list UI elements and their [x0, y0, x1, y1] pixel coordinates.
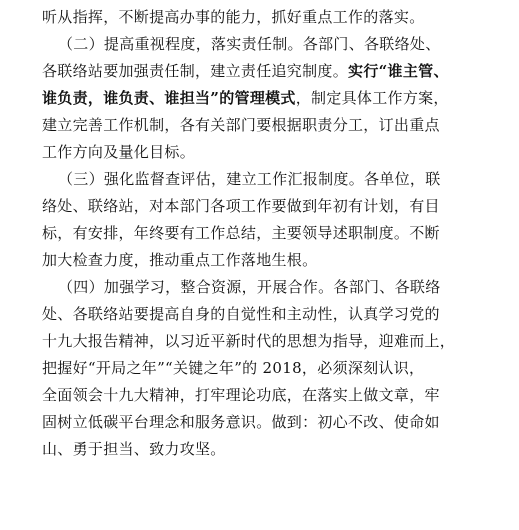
- text-line-3: [42, 58, 449, 84]
- line-tail-text: ，制定具体工作方案，: [295, 89, 449, 107]
- text-line-15: [42, 382, 440, 408]
- text-line-9: [42, 220, 440, 246]
- line-text: （三）强化监督查评估，建立工作汇报制度。各单位，联: [58, 170, 441, 188]
- text-line-5: [42, 112, 440, 138]
- line-text: 把握好“开局之年”“关键之年”的 2018，必须深刻认识，: [42, 359, 425, 377]
- text-line-12: [42, 301, 440, 327]
- line-text: 听从指挥，不断提高办事的能力，抓好重点工作的落实。: [42, 8, 425, 26]
- line-bold-text: 谁负责，谁负责、谁担当”的管理模式: [42, 89, 296, 107]
- text-line-11: [58, 274, 441, 300]
- text-line-16: [42, 409, 440, 435]
- line-text: 建立完善工作机制，各有关部门要根据职责分工，订出重点: [42, 116, 440, 134]
- text-line-14: [42, 355, 424, 381]
- text-line-6: [42, 139, 195, 165]
- line-text: （二）提高重视程度，落实责任制。各部门、各联络处、: [58, 35, 441, 53]
- text-line-7: [58, 166, 441, 192]
- text-line-1: [42, 4, 425, 30]
- line-text: 标，有安排，年终要有工作总结，主要领导述职制度。不断: [42, 224, 440, 242]
- line-text: 十九大报告精神，以习近平新时代的思想为指导，迎难而上，: [42, 332, 456, 350]
- line-text: 处、各联络站要提高自身的自觉性和主动性，认真学习党的: [42, 305, 440, 323]
- line-text: （四）加强学习，整合资源，开展合作。各部门、各联络: [58, 278, 441, 296]
- text-line-2: [58, 31, 441, 57]
- line-text: 山、勇于担当、致力攻坚。: [42, 440, 226, 458]
- line-text: 全面领会十九大精神，打牢理论功底，在落实上做文章，牢: [42, 386, 440, 404]
- line-bold-text: 实行“谁主管、: [348, 62, 449, 80]
- text-line-17: [42, 436, 226, 462]
- line-text: 工作方向及量化目标。: [42, 143, 196, 161]
- text-line-4: [42, 85, 449, 111]
- text-line-13: [42, 328, 455, 354]
- line-text: 络处、联络站，对本部门各项工作要做到年初有计划，有目: [42, 197, 440, 215]
- line-text: 固树立低碳平台理念和服务意识。做到：初心不改、使命如: [42, 413, 440, 431]
- text-line-8: [42, 193, 440, 219]
- text-line-10: [42, 247, 317, 273]
- line-text: 各联络站要加强责任制，建立责任追究制度。: [42, 62, 349, 80]
- line-text: 加大检查力度，推动重点工作落地生根。: [42, 251, 318, 269]
